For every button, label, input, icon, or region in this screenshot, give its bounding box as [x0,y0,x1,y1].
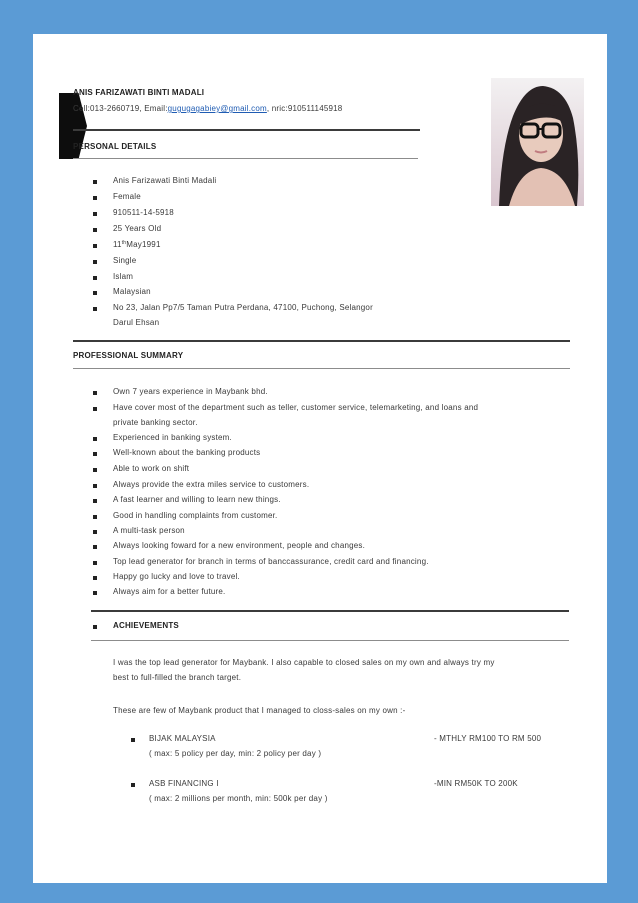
product-target: -MIN RM50K TO 200K [434,779,518,788]
list-bullet [93,291,97,295]
product-detail: ( max: 5 policy per day, min: 2 policy per day ) [149,749,322,758]
list-item: A fast learner and willing to learn new things. [113,495,281,504]
list-item: 25 Years Old [113,224,162,233]
dob-day: 11 [113,240,122,249]
list-item: Female [113,192,141,201]
profile-photo [491,78,584,206]
list-item: Top lead generator for branch in terms of banccassurance, credit card and financing. [113,557,429,566]
list-bullet [93,276,97,280]
list-bullet [93,468,97,472]
list-item: Have cover most of the department such as teller, customer service, telemarketing, and loans and [113,403,479,412]
header-divider [73,129,420,131]
candidate-name: ANIS FARIZAWATI BINTI MADALI [73,88,205,97]
contact-prefix: Cell:013-2660719, Email: [73,104,168,113]
list-item: Islam [113,272,134,281]
list-bullet [93,212,97,216]
list-bullet [93,561,97,565]
product-name: BIJAK MALAYSIA [149,734,216,743]
achievements-divider [91,640,569,641]
address-line2: Darul Ehsan [113,318,160,327]
personal-divider [73,158,418,159]
product-detail: ( max: 2 millions per month, min: 500k per day ) [149,794,328,803]
list-item: Always looking foward for a new environment, people and changes. [113,541,366,550]
list-item: Always aim for a better future. [113,587,226,596]
achievements-bullet [93,625,97,629]
list-item [113,240,161,249]
resume-page [33,34,607,883]
list-bullet [93,530,97,534]
product-name: ASB FINANCING I [149,779,219,788]
list-item-continuation: private banking sector. [113,418,198,427]
dob-month-year: May1991 [126,240,161,249]
product-target: - MTHLY RM100 TO RM 500 [434,734,542,743]
achievement-para1-line2: best to full-filled the branch target. [113,673,242,682]
list-item: Own 7 years experience in Maybank bhd. [113,387,268,396]
contact-line [73,104,342,113]
list-bullet [93,407,97,411]
achievement-para1-line1: I was the top lead generator for Maybank. I also capable to closed sales on my own and always try my [113,658,495,667]
email-link[interactable]: gugugagabiey@gmail.com [167,104,267,113]
list-bullet [93,307,97,311]
list-bullet [93,228,97,232]
list-bullet [93,196,97,200]
list-item: Experienced in banking system. [113,433,232,442]
section-title-personal: PERSONAL DETAILS [73,142,157,151]
list-bullet [93,499,97,503]
list-bullet [93,484,97,488]
product-bullet [131,783,135,787]
list-item: Anis Farizawati Binti Madali [113,176,217,185]
list-item: Well-known about the banking products [113,448,261,457]
list-item: 910511-14-5918 [113,208,174,217]
list-bullet [93,591,97,595]
list-item: Able to work on shift [113,464,190,473]
list-bullet [93,576,97,580]
dob-suffix: th [121,240,127,246]
list-bullet [93,437,97,441]
list-item: Malaysian [113,287,151,296]
section-title-achievements: ACHIEVEMENTS [113,621,179,630]
list-bullet [93,545,97,549]
list-bullet [93,391,97,395]
achievements-top-divider [91,610,569,612]
list-item: Always provide the extra miles service to customers. [113,480,310,489]
list-bullet [93,244,97,248]
list-item: Good in handling complaints from customer. [113,511,278,520]
list-bullet [93,180,97,184]
list-bullet [93,452,97,456]
section-title-summary: PROFESSIONAL SUMMARY [73,351,184,360]
list-item: Single [113,256,137,265]
summary-divider [73,368,570,369]
list-bullet [93,515,97,519]
list-bullet [93,260,97,264]
list-item: A multi-task person [113,526,185,535]
product-bullet [131,738,135,742]
list-item: Happy go lucky and love to travel. [113,572,240,581]
list-item: No 23, Jalan Pp7/5 Taman Putra Perdana, 47100, Puchong, Selangor [113,303,373,312]
achievement-para2: These are few of Maybank product that I managed to closs-sales on my own :- [113,706,406,715]
summary-top-divider [73,340,570,342]
contact-suffix: , nric:910511145918 [266,104,343,113]
